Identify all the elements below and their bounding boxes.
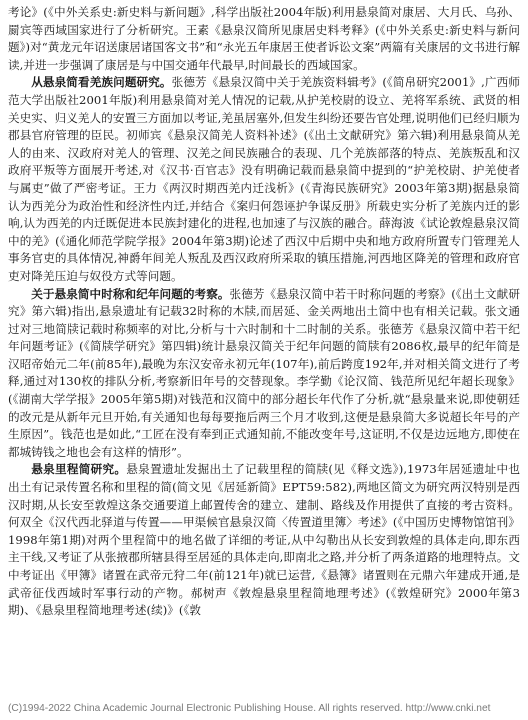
journal-page	[8, 4, 520, 716]
paragraph-body: 考论》(《中外关系史:新史料与新问题》,科学出版社2004年版)利用悬泉简对康居、大月氏、乌孙、罽宾等西域国家进行了分析研究。王素《悬泉汉简所见康居史料考释》(《中外关系史:新史料与新问题》)对“黄龙元年诏送康居诸国客文书”和“永光五年康居王使者诉讼文案”两篇有关康居的文书进行解读,并进一步强调了康居是与中国交通年代最早,时间最长的西域国家。	[8, 5, 520, 72]
paragraph-body: 张德芳《悬泉汉简中若干时称问题的考察》(《出土文献研究》第六辑)指出,悬泉遗址有记载32时称的木牍,而居延、金关两地出土简中也有相关记载。张文通过对三地简牍记载时称频率的对比,分析与十六时制和十二时制的关系。张德芳《悬泉汉简中若干纪年问题考证》(《简牍学研究》第四辑)统计悬泉汉简关于纪年问题的简牍有2086枚,最早的纪年简是汉昭帝始元二年(前85年),最晚为东汉安帝永初元年(107年),前后跨度192年,并对相关简文进行了考释,通过对130枚的排队分析,考察新旧年号的交替现象。李学勤《论汉简、钱范所见纪年超长现象》(《湖南大学学报》2005年第5期)对钱范和汉简中的部分超长年代作了分析,就“悬泉量来说,即使朝廷的改元是从新年元旦开始,有关通知也每每要拖后两三个月才收到,这便是悬泉简大多说超长年号的产生原因”。钱范也是如此,“工匠在没有奉到正式通知前,不能改变年号,这证明,不仅是边远地方,即使在都城铸钱之地也会有这样的情形”。	[8, 286, 520, 459]
paragraph-mileage	[8, 461, 520, 619]
section-heading-qiang: 从悬泉简看羌族问题研究。	[31, 75, 172, 90]
section-heading-time: 关于悬泉简中时称和纪年问题的考察。	[31, 286, 230, 301]
paragraph-body: 张德芳《悬泉汉简中关于羌族资料辑考》(《简帛研究2001》,广西师范大学出版社2001年版)利用悬泉简对羌人情况的记载,从护羌校尉的设立、羌将军系统、武贤的相关史实、归义羌人的安置三方面加以考证,羌虽居塞外,但发生纠纷还要告官处理,说明他们已经归顺为郡县官府管理的臣民。初师宾《悬泉汉简羌人资料补述》(《出土文献研究》第六辑)利用悬泉简从羌人的由来、汉政府对羌人的管理、汉羌之间民族融合的表现、几个羌族部落的特点、羌族叛乱和汉政府平叛等方面展开考述,对《汉书·百官志》没有明确记载而悬泉简中提到的“护羌校尉、护羌使者与属吏”做了严密考证。王力《两汉时期西羌内迁浅析》(《青海民族研究》2003年第3期)据悬泉简认为西羌分为政治性和经济性内迁,并结合《案归何怨诬护争谋反册》所载史实分析了羌族内迁的影响,认为西羌的内迁既促进本民族封建化的进程,也加速了与汉族的融合。薛海波《试论敦煌悬泉汉简中的羌》(《通化师范学院学报》2004年第3期)论述了西汉中后期中央和地方政府所置专门管理羌人事务官吏的具体情况,神爵年间羌人叛乱及西汉政府所采取的镇压措施,河西地区降羌的管理和政府官吏对降羌压迫与奴役方式等问题。	[8, 75, 520, 283]
paragraph-time-calendar	[8, 286, 520, 462]
paragraph-body: 悬泉置遗址发掘出土了记载里程的简牍(见《释文选》),1973年居延遗址中也出土有记录传置名称和里程的简(简文见《居延新简》EPT59:582),两地区简文为研究两汉特别是西汉时期,从长安至敦煌这条交通要道上邮置传舍的建立、建制、路线及作用提供了直接的考古资料。何双全《汉代西北驿道与传置——甲渠候官悬泉汉简〈传置道里簿〉考述》(《中国历史博物馆馆刊》1998年第1期)对两个里程简中的地名做了详细的考证,从中勾勒出从长安到敦煌的具体走向,即东西主干线,又考证了从张掖郡所辖县得至居延的具体走向,即南北之路,并分析了两条道路的地理特点。文中考证出《甲簿》诸置在武帝元狩二年(前121年)就已运营,《悬簿》诸置则在元鼎六年建成开通,是武帝征伐西域时军事行动的产物。郝树声《敦煌悬泉里程简地理考述》(《敦煌研究》2000年第3期)、《悬泉里程简地理考述(续)》(《敦	[8, 462, 520, 618]
copyright-footer: (C)1994-2022 China Academic Journal Electronic Publishing House. All rights reserved. http://www.cnki.net	[8, 703, 491, 714]
section-heading-mileage: 悬泉里程简研究。	[31, 462, 127, 477]
paragraph-qiang	[8, 74, 520, 285]
paragraph-kangju	[8, 4, 520, 74]
